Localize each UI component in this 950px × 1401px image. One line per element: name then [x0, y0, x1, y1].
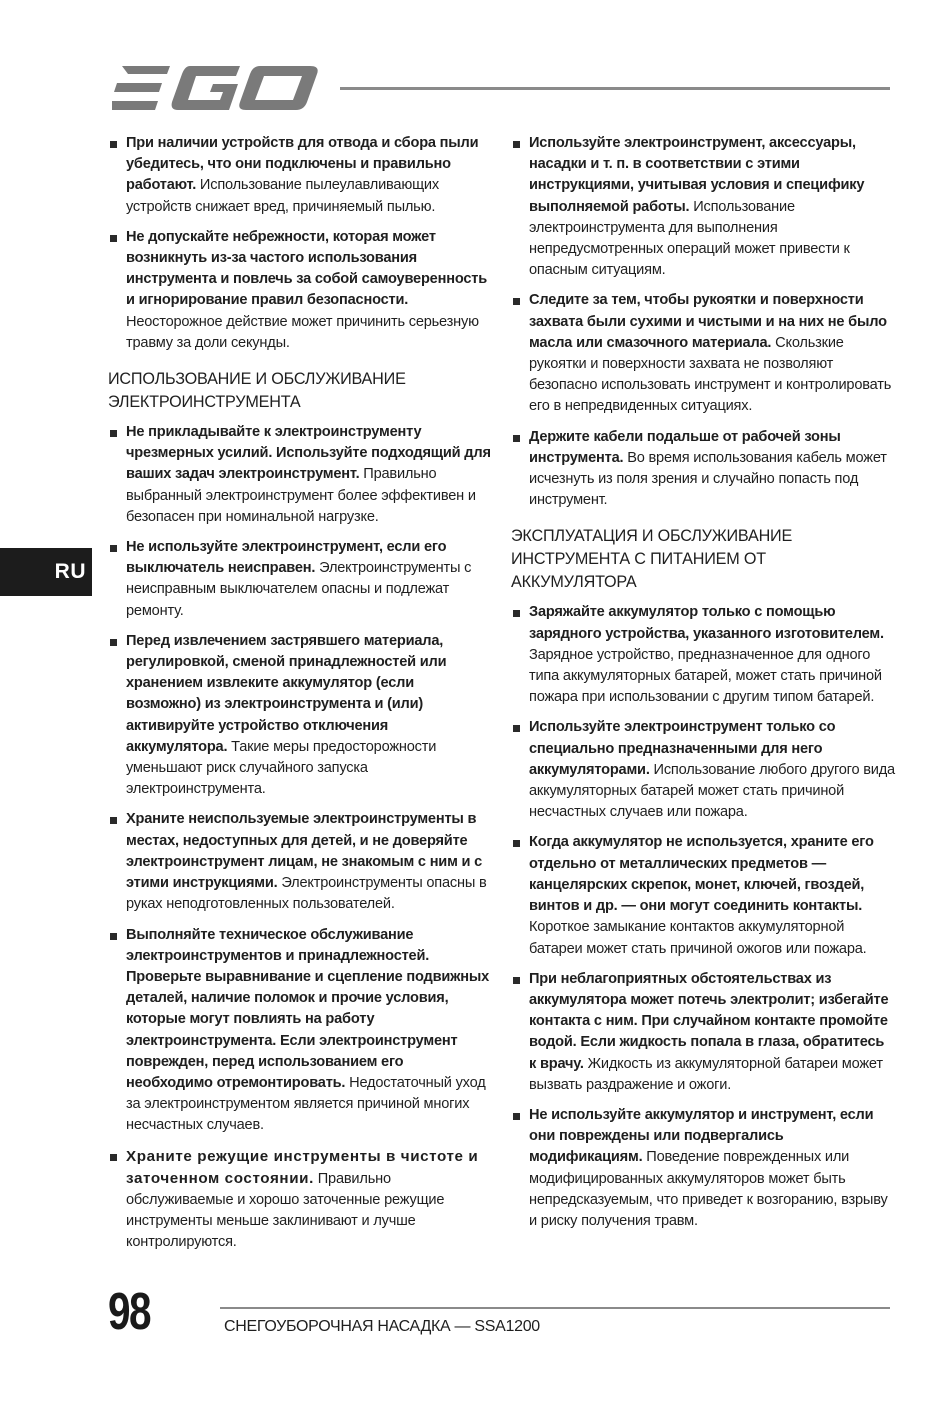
left-column: [108, 133, 492, 1263]
item-text: Зарядное устройство, предназначенное для одного типа аккумуляторных батарей, может стать причиной пожара при использовании с другим типом батарей.: [529, 646, 882, 706]
item-text: Во время использования кабель может исчезнуть из поля зрения и случайно попасть под инструмент.: [529, 449, 887, 509]
item-text: Правильно выбранный электроинструмент более эффективен и безопасен при номинальной нагрузке.: [126, 466, 476, 525]
item-bold-text: Следите за тем, чтобы рукоятки и поверхности захвата были сухими и чистыми и на них не было масла или смазочного материала.: [529, 292, 887, 351]
item-bold-text: Используйте электроинструмент, аксессуары, насадки и т. п. в соответствии с этими инструкциями, учитывая условия и специфику выполняемой работы.: [529, 135, 865, 215]
item-bold-text: Выполняйте техническое обслуживание электроинструментов и принадлежностей. Проверьте выравнивание и сцепление подвижных деталей, наличие поломок и прочие условия, которые могут повлиять на работу электроинструмента. Если электроинструмент поврежден, перед использованием его необходимо отремонтировать.: [126, 926, 490, 1091]
list-item: [511, 290, 895, 417]
item-text: Использование электроинструмента для выполнения непредусмотренных операций может привести к опасным ситуациям.: [529, 198, 850, 279]
item-text: Использование пылеулавливающих устройств снижает вред, причиняемый пылью.: [126, 177, 439, 215]
item-bold-text: Используйте электроинструмент только со специально предназначенными для него аккумуляторами.: [529, 719, 836, 778]
list-item: [511, 832, 895, 959]
list-item: [108, 537, 492, 622]
item-bold-text: При неблагоприятных обстоятельствах из аккумулятора может потечь электролит; избегайте контакта с ним. При случайном контакте промойте водой. Если жидкость попала в глаза, обратитесь к врачу.: [529, 970, 889, 1072]
item-bold-text: Когда аккумулятор не используется, храните его отдельно от металлических предметов — канцелярских скрепок, монет, ключей, гвоздей, винтов и др. — они могут соединить контакты.: [529, 834, 874, 915]
section-heading: ЭКСПЛУАТАЦИЯ И ОБСЛУЖИВАНИЕ ИНСТРУМЕНТА С ПИТАНИЕМ ОТ АККУМУЛЯТОРА: [511, 527, 793, 592]
list-item: [511, 602, 895, 708]
list-item: [108, 809, 492, 915]
list-item: [511, 1105, 895, 1232]
item-bold-text: Не используйте электроинструмент, если его выключатель неисправен.: [126, 539, 447, 577]
list-item: [108, 631, 492, 801]
item-bold-text: Держите кабели подальше от рабочей зоны инструмента.: [529, 428, 841, 466]
list-item: [108, 133, 492, 218]
item-text: Поведение поврежденных или модифицированных аккумуляторов может быть непредсказуемым, что приведет к возгоранию, взрыву и риску получения травм.: [529, 1149, 888, 1229]
list-item: [108, 925, 492, 1137]
ego-logo: [108, 64, 320, 112]
footer-rule: [220, 1307, 890, 1309]
item-text: Скользкие рукоятки и поверхности захвата не позволяют безопасно использовать инструмент и контролировать его в непредвиденных ситуациях.: [529, 334, 892, 415]
item-bold-text: Храните режущие инструменты в чистоте и заточенном состоянии.: [126, 1147, 479, 1187]
list-item: [108, 227, 492, 354]
list-item: [511, 133, 895, 281]
list-item: [511, 427, 895, 512]
page-number: 98: [108, 1283, 150, 1341]
footer-title: СНЕГОУБОРОЧНАЯ НАСАДКА — SSA1200: [224, 1318, 540, 1335]
item-bold-text: Храните неиспользуемые электроинструменты в местах, недоступных для детей, и не доверяйте электроинструмент лицам, не знакомым с ним и с этими инструкциями.: [126, 811, 483, 892]
item-bold-text: При наличии устройств для отвода и сбора пыли убедитесь, что они подключены и правильно работают.: [126, 135, 479, 194]
header-rule: [340, 87, 890, 90]
list-item: [108, 422, 492, 528]
item-text: Использование любого другого вида аккумуляторных батарей может стать причиной несчастных случаев или пожара.: [529, 761, 895, 821]
list-item: [108, 1146, 492, 1254]
item-bold-text: Не прикладывайте к электроинструменту чрезмерных усилий. Используйте подходящий для ваших задач электроинструмент.: [126, 424, 491, 483]
item-bold-text: Не допускайте небрежности, которая может возникнуть из-за частого использования инструмента и повлечь за собой самоуверенность и игнорирование правил безопасности.: [126, 228, 487, 309]
item-bold-text: Перед извлечением застрявшего материала, регулировкой, сменой принадлежностей или хранением извлеките аккумулятор (если возможно) из электроинструмента и (или) активируйте устройство отключения аккумулятора.: [126, 632, 447, 755]
item-text: Такие меры предосторожности уменьшают риск случайного запуска электроинструмента.: [126, 738, 437, 798]
item-text: Электроинструменты опасны в руках неподготовленных пользователей.: [126, 875, 487, 913]
section-heading: ИСПОЛЬЗОВАНИЕ И ОБСЛУЖИВАНИЕ ЭЛЕКТРОИНСТРУМЕНТА: [108, 370, 406, 412]
item-text: Неосторожное действие может причинить серьезную травму за доли секунды.: [126, 313, 479, 351]
item-text: Недостаточный уход за электроинструментом является причиной многих несчастных случаев.: [126, 1074, 486, 1134]
item-bold-text: Заряжайте аккумулятор только с помощью зарядного устройства, указанного изготовителем.: [529, 604, 884, 642]
list-item: [511, 717, 895, 823]
item-text: Жидкость из аккумуляторной батареи может вызвать раздражение и ожоги.: [529, 1055, 883, 1093]
right-column: [511, 133, 895, 1241]
list-item: [511, 969, 895, 1096]
item-text: Электроинструменты с неисправным выключателем опасны и подлежат ремонту.: [126, 560, 472, 619]
item-bold-text: Не используйте аккумулятор и инструмент, если они повреждены или подвергались модификациям.: [529, 1106, 874, 1166]
item-text: Правильно обслуживаемые и хорошо заточенные режущие инструменты меньше заклинивают и лучше контролируются.: [126, 1170, 445, 1251]
item-text: Короткое замыкание контактов аккумуляторной батареи может стать причиной ожогов или пожара.: [529, 919, 867, 957]
language-tab: RU: [0, 548, 92, 596]
